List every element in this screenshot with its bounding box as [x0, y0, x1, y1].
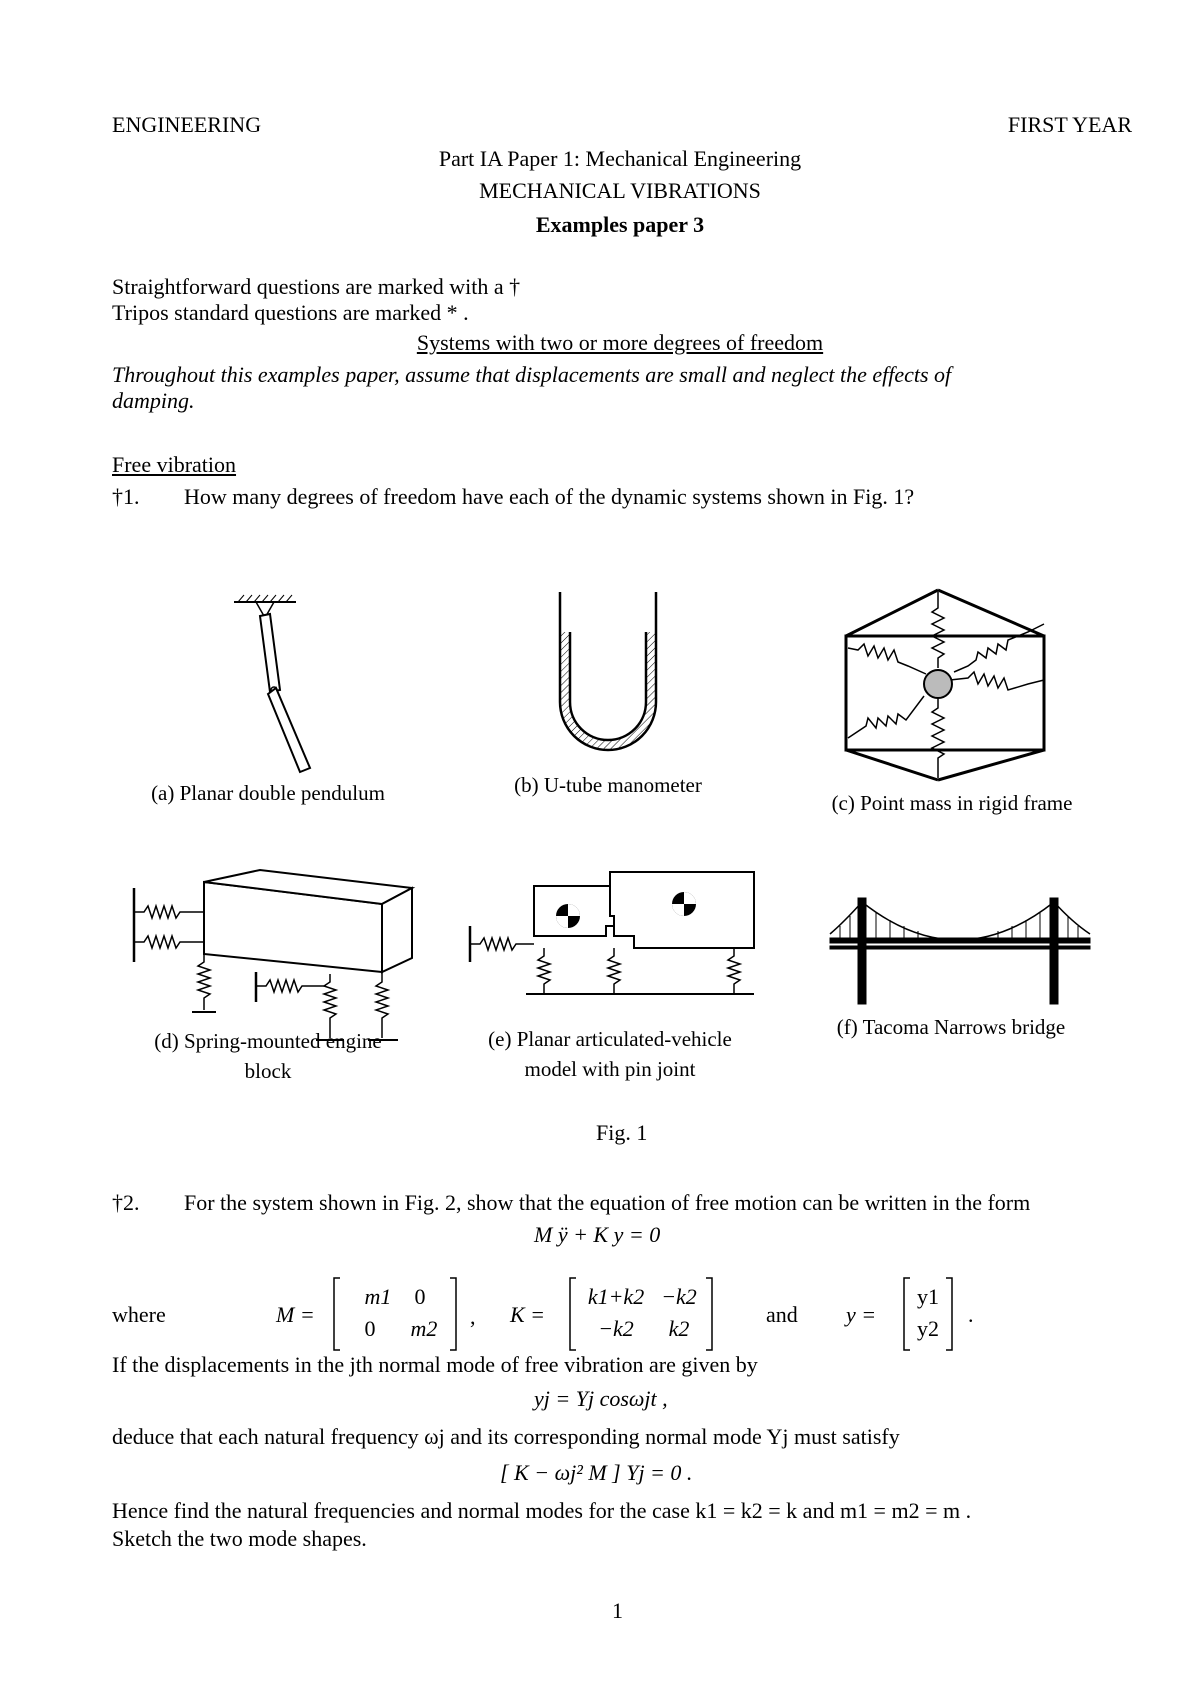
paper-title: Examples paper 3 — [535, 212, 705, 237]
rigid-frame-figure — [838, 588, 1068, 788]
page-title: MECHANICAL VIBRATIONS — [479, 178, 761, 203]
K-22: k2 — [668, 1316, 690, 1341]
section-title: Systems with two or more degrees of freedom — [416, 330, 824, 355]
deduce-line: deduce that each natural frequency ωj and its corresponding normal mode Yj must satisfy — [112, 1424, 900, 1449]
q1-number: †1. — [112, 484, 140, 509]
K-11: k1+k2 — [587, 1284, 645, 1309]
M-12: 0 — [414, 1284, 426, 1309]
legend-line2: Tripos standard questions are marked * . — [112, 300, 469, 325]
caption-d-line2: block — [244, 1059, 292, 1083]
caption-d — [118, 1026, 418, 1086]
hence-line: Hence find the natural frequencies and normal modes for the case k1 = k2 = k and m1 = m2 = m . — [112, 1498, 972, 1523]
legend-line1: Straightforward questions are marked with a † — [112, 274, 521, 299]
header-left: ENGINEERING — [112, 112, 262, 137]
comma-separator: , — [470, 1304, 476, 1329]
caption-e-line2: model with pin joint — [524, 1057, 696, 1081]
caption-d-line1: (d) Spring-mounted engine — [154, 1029, 382, 1053]
y-1: y1 — [917, 1284, 939, 1309]
q2-text: For the system shown in Fig. 2, show that the equation of free motion can be written in the form — [184, 1190, 1031, 1215]
M-11: m1 — [364, 1284, 392, 1309]
M-label: M = — [276, 1302, 315, 1327]
caption-a: (a) Planar double pendulum — [151, 781, 385, 805]
caption-b: (b) U-tube manometer — [514, 773, 702, 797]
M-21: 0 — [364, 1316, 376, 1341]
where-label: where — [112, 1302, 166, 1327]
instructions-line2: damping. — [112, 388, 195, 413]
caption-e — [450, 1024, 770, 1084]
caption-c: (c) Point mass in rigid frame — [831, 791, 1073, 815]
caption-f: (f) Tacoma Narrows bridge — [836, 1015, 1066, 1039]
u-tube-figure — [548, 592, 668, 782]
header-right: FIRST YEAR — [1007, 112, 1132, 137]
free-vibration-heading: Free vibration — [112, 452, 237, 477]
K-12: −k2 — [661, 1284, 697, 1309]
M-22: m2 — [410, 1316, 438, 1341]
K-21: −k2 — [598, 1316, 634, 1341]
articulated-vehicle-figure — [464, 866, 764, 1016]
q1-text: How many degrees of freedom have each of the dynamic systems shown in Fig. 1? — [184, 484, 915, 509]
page-number: 1 — [612, 1598, 623, 1623]
period: . — [968, 1302, 974, 1327]
figure-label: Fig. 1 — [596, 1120, 648, 1145]
caption-e-line1: (e) Planar articulated-vehicle — [488, 1027, 732, 1051]
and-label: and — [766, 1302, 798, 1327]
subtitle: Part IA Paper 1: Mechanical Engineering — [438, 146, 802, 171]
double-pendulum-figure — [230, 592, 330, 792]
eigen-equation: [ K − ωj² M ] Yj = 0 . — [500, 1460, 693, 1485]
normal-mode-line: If the displacements in the jth normal mode of free vibration are given by — [112, 1352, 758, 1377]
y-label: y = — [846, 1302, 877, 1327]
mode-equation: yj = Yj cosωjt , — [534, 1386, 668, 1411]
y-2: y2 — [917, 1316, 939, 1341]
sketch-line: Sketch the two mode shapes. — [112, 1526, 367, 1551]
q2-number: †2. — [112, 1190, 140, 1215]
suspension-bridge-figure — [816, 896, 1106, 1008]
instructions-line1: Throughout this examples paper, assume that displacements are small and neglect the effects of — [112, 362, 952, 387]
K-label: K = — [510, 1302, 546, 1327]
equation-of-motion: M ÿ + K y = 0 — [534, 1222, 661, 1247]
